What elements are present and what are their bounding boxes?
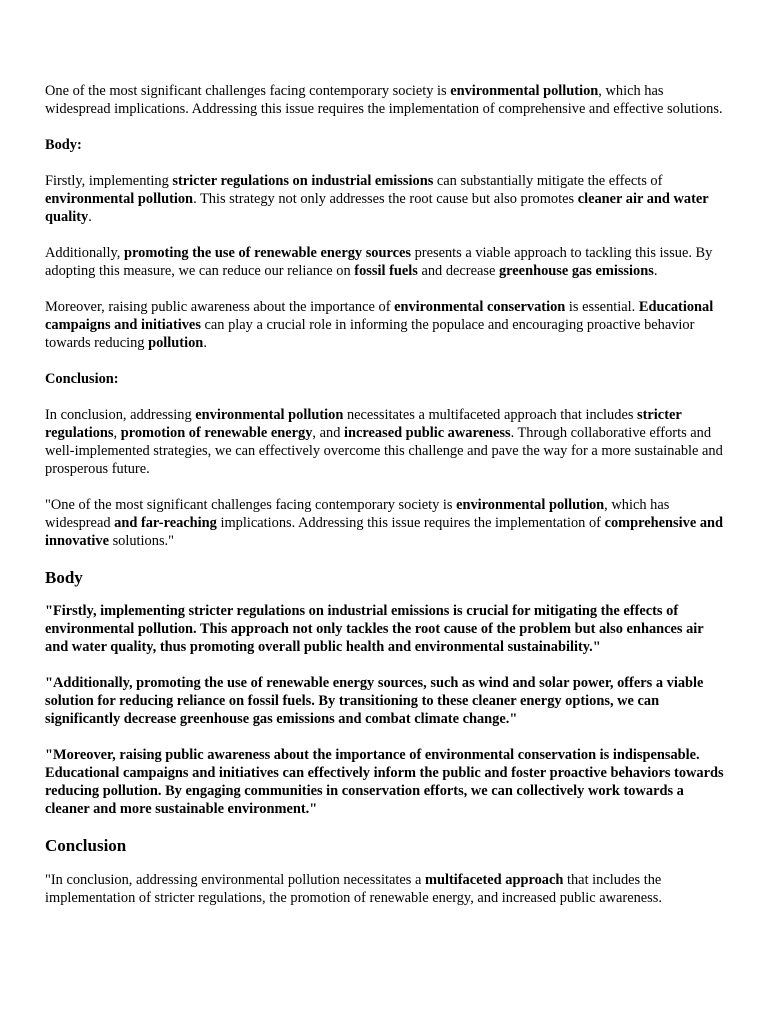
text-run: , which has widespread implications. Addressing this issue requires the implementation of comprehensive and effective solutions. [45, 83, 723, 117]
bold-text: cleaner air and water quality [45, 191, 709, 225]
bold-text: Conclusion: [45, 371, 119, 387]
conclusion-label [45, 370, 729, 388]
bold-text: Educational campaigns and initiatives [45, 299, 714, 333]
text-run: "One of the most significant challenges facing contemporary society is [45, 497, 457, 513]
text-run: In conclusion, addressing [45, 407, 196, 423]
paragraph-public-awareness [45, 298, 729, 352]
conclusion-heading: Conclusion [45, 836, 127, 855]
bold-text: increased public awareness [344, 425, 511, 441]
bold-text: greenhouse gas emissions [498, 263, 654, 279]
text-run: can substantially mitigate the effects of [433, 173, 663, 189]
quote-public-awareness: "Moreover, raising public awareness about the importance of environmental conservation is indispensable. Educational campaigns and initiatives can effectively inform the public and foster proactive behaviors towards reducing pollution. By engaging communities in conservation efforts, we can collectively work towards a cleaner and more sustainable environment." [45, 747, 724, 817]
text-run: One of the most significant challenges facing contemporary society is [45, 83, 451, 99]
text-run: , and [312, 425, 344, 441]
body-heading: Body [45, 568, 83, 587]
text-run: presents a viable approach to tackling this issue. By adopting this measure, we can reduce our reliance on [45, 245, 713, 279]
bold-text: promotion of renewable energy [120, 425, 313, 441]
bold-text: comprehensive and innovative [45, 515, 724, 549]
text-run: Firstly, implementing [45, 173, 173, 189]
bold-text: multifaceted approach [424, 872, 564, 888]
text-run: solutions." [108, 533, 175, 549]
text-run: . [88, 209, 92, 225]
paragraph-intro [45, 82, 729, 118]
bold-text: pollution [148, 335, 204, 351]
text-run: , [113, 425, 121, 441]
text-run: implications. Addressing this issue requires the implementation of [216, 515, 605, 531]
bold-text: environmental pollution [456, 497, 605, 513]
bold-text: environmental conservation [394, 299, 566, 315]
paragraph-renewable-energy [45, 244, 729, 280]
bold-text: stricter regulations [45, 407, 682, 441]
body-label [45, 136, 729, 154]
text-run: . [203, 335, 207, 351]
text-run: and decrease [417, 263, 499, 279]
paragraph-regulations [45, 172, 729, 226]
paragraph-quoted-intro [45, 496, 729, 550]
bold-text: promoting the use of renewable energy sources [124, 245, 411, 261]
text-run: . [653, 263, 658, 279]
text-run: can play a crucial role in informing the populace and encouraging proactive behavior towards reducing [45, 317, 695, 351]
bold-text: and far-reaching [114, 515, 217, 531]
bold-text: Body: [45, 137, 82, 153]
bold-text: environmental pollution [45, 191, 194, 207]
text-run: . This strategy not only addresses the root cause but also promotes [193, 191, 578, 207]
text-run: is essential. [565, 299, 639, 315]
text-run: necessitates a multifaceted approach that includes [343, 407, 638, 423]
text-run: . Through collaborative efforts and well-implemented strategies, we can effectively overcome this challenge and pave the way for a more sustainable and prosperous future. [45, 425, 723, 477]
quote-regulations: "Firstly, implementing stricter regulations on industrial emissions is crucial for mitigating the effects of environmental pollution. This approach not only tackles the root cause of the problem but also enhances air and water quality, thus promoting overall public health and environmental sustainability." [45, 603, 704, 655]
bold-text: environmental pollution [450, 83, 599, 99]
paragraph-conclusion [45, 406, 729, 478]
document-page [45, 82, 729, 907]
bold-text: fossil fuels [354, 263, 418, 279]
text-run: Moreover, raising public awareness about the importance of [45, 299, 395, 315]
text-run: "In conclusion, addressing environmental pollution necessitates a [45, 872, 425, 888]
text-run: , which has widespread [45, 497, 670, 531]
paragraph-final [45, 871, 729, 907]
quote-renewable-energy: "Additionally, promoting the use of renewable energy sources, such as wind and solar power, offers a viable solution for reducing reliance on fossil fuels. By transitioning to these cleaner energy options, we can significantly decrease greenhouse gas emissions and combat climate change." [45, 675, 704, 727]
text-run: that includes the implementation of stricter regulations, the promotion of renewable energy, and increased public awareness. [45, 872, 662, 906]
bold-text: environmental pollution [195, 407, 344, 423]
bold-text: stricter regulations on industrial emissions [172, 173, 434, 189]
text-run: Additionally, [45, 245, 125, 261]
